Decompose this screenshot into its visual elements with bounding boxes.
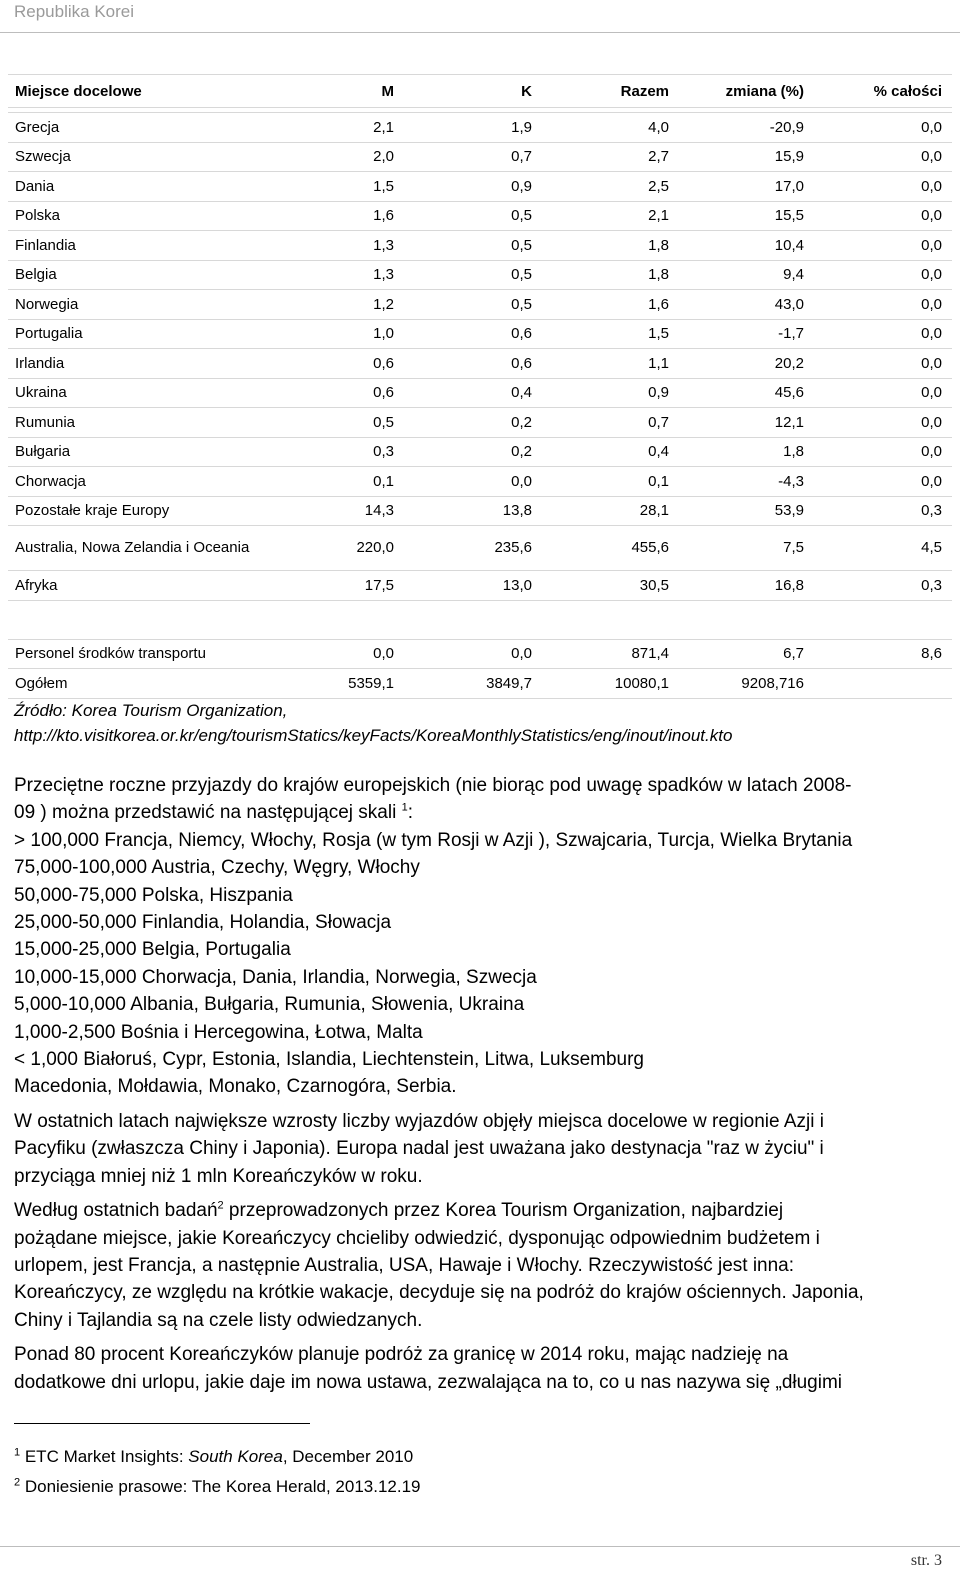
paragraph-4-line: dodatkowe dni urlopu, jakie daje im nowa ustawa, zezwalająca na to, co u nas nazywa się „długimi [14, 1371, 843, 1393]
cell-m: 0,0 [326, 639, 404, 669]
table-row [8, 142, 952, 172]
footnote-1-title: South Korea [188, 1447, 283, 1466]
scale-line: 75,000-100,000 Austria, Czechy, Węgry, Włochy [14, 857, 420, 879]
source-url: http://kto.visitkorea.or.kr/eng/tourismStatics/keyFacts/KoreaMonthlyStatistics/eng/inout/inout.kto [14, 726, 733, 745]
table-row [8, 526, 952, 571]
cell-change: -20,9 [679, 113, 814, 143]
cell-destination: Finlandia [8, 231, 326, 261]
cell-k: 0,4 [404, 378, 542, 408]
header-divider [0, 32, 960, 33]
cell-destination: Ukraina [8, 378, 326, 408]
cell-m: 5359,1 [326, 669, 404, 699]
cell-total: 1,1 [542, 349, 679, 379]
column-header-total: Razem [542, 75, 679, 108]
cell-change: 17,0 [679, 172, 814, 202]
page-header-title: Republika Korei [14, 2, 135, 21]
cell-destination: Portugalia [8, 319, 326, 349]
cell-change: 9,4 [679, 260, 814, 290]
table-row [8, 437, 952, 467]
cell-m: 14,3 [326, 496, 404, 526]
cell-change: 1,8 [679, 437, 814, 467]
paragraph-3-line: Chiny i Tajlandia są na czele listy odwiedzanych. [14, 1309, 423, 1331]
cell-change: 43,0 [679, 290, 814, 320]
cell-total: 2,1 [542, 201, 679, 231]
column-header-m: M [326, 75, 404, 108]
cell-m: 1,0 [326, 319, 404, 349]
cell-destination: Ogółem [8, 669, 326, 699]
cell-m: 1,6 [326, 201, 404, 231]
arrivals-scale-list [14, 827, 944, 1101]
cell-change: 45,6 [679, 378, 814, 408]
cell-destination: Szwecja [8, 142, 326, 172]
cell-destination: Irlandia [8, 349, 326, 379]
cell-m: 1,3 [326, 231, 404, 261]
cell-k: 0,0 [404, 467, 542, 497]
paragraph-3-text-a: Według ostatnich badań [14, 1200, 218, 1222]
table-row [8, 172, 952, 202]
cell-total: 0,1 [542, 467, 679, 497]
table-row [8, 113, 952, 143]
cell-m: 0,6 [326, 349, 404, 379]
table-body [8, 108, 952, 699]
cell-m: 0,1 [326, 467, 404, 497]
table-row [8, 496, 952, 526]
table-row [8, 467, 952, 497]
cell-total: 0,9 [542, 378, 679, 408]
cell-share: 0,0 [814, 290, 952, 320]
paragraph-2-line: W ostatnich latach największe wzrosty liczby wyjazdów objęły miejsca docelowe w regionie Azji i [14, 1110, 824, 1132]
cell-m: 17,5 [326, 571, 404, 601]
column-header-share: % całości [814, 75, 952, 108]
cell-total: 1,6 [542, 290, 679, 320]
cell-m: 220,0 [326, 526, 404, 571]
footnote-2-number: 2 [14, 1476, 21, 1489]
paragraph-3-line: urlopem, jest Francja, a następnie Australia, USA, Hawaje i Włochy. Rzeczywistość jest inna: [14, 1254, 795, 1276]
cell-k: 0,9 [404, 172, 542, 202]
cell-share: 0,0 [814, 467, 952, 497]
paragraph-3-rest [14, 1225, 944, 1335]
footnote-2-text: Doniesienie prasowe: The Korea Herald, 2013.12.19 [20, 1477, 421, 1496]
table-row [8, 349, 952, 379]
table-row [8, 201, 952, 231]
cell-destination: Afryka [8, 571, 326, 601]
table-row [8, 260, 952, 290]
cell-change: 16,8 [679, 571, 814, 601]
scale-line: < 1,000 Białoruś, Cypr, Estonia, Islandia, Liechtenstein, Litwa, Luksemburg [14, 1049, 644, 1071]
footnote-1 [14, 1442, 421, 1472]
body-text [14, 772, 944, 1396]
table-row [8, 378, 952, 408]
table-row [8, 408, 952, 438]
cell-share: 0,0 [814, 260, 952, 290]
cell-total: 1,5 [542, 319, 679, 349]
footnote-ref-1: 1 [401, 802, 408, 815]
cell-change: 12,1 [679, 408, 814, 438]
cell-m: 2,1 [326, 113, 404, 143]
table-row [8, 231, 952, 261]
cell-destination: Chorwacja [8, 467, 326, 497]
column-header-k: K [404, 75, 542, 108]
cell-share [814, 669, 952, 699]
cell-change: 15,5 [679, 201, 814, 231]
footer-divider [0, 1546, 960, 1547]
paragraph-1-line-2 [14, 799, 944, 826]
cell-total: 2,5 [542, 172, 679, 202]
table-row [8, 319, 952, 349]
cell-share: 0,0 [814, 378, 952, 408]
scale-line: 15,000-25,000 Belgia, Portugalia [14, 939, 291, 961]
cell-total: 871,4 [542, 639, 679, 669]
footnote-1-text-a: ETC Market Insights: [20, 1447, 189, 1466]
cell-k: 0,7 [404, 142, 542, 172]
cell-share: 4,5 [814, 526, 952, 571]
cell-change: 53,9 [679, 496, 814, 526]
cell-destination: Belgia [8, 260, 326, 290]
cell-share: 0,0 [814, 113, 952, 143]
scale-line: Macedonia, Mołdawia, Monako, Czarnogóra, Serbia. [14, 1076, 457, 1098]
cell-m: 0,6 [326, 378, 404, 408]
cell-k: 0,0 [404, 639, 542, 669]
cell-destination: Dania [8, 172, 326, 202]
cell-change: 9208,716 [679, 669, 814, 699]
cell-destination: Personel środków transportu [8, 639, 326, 669]
footnote-ref-2: 2 [217, 1199, 224, 1212]
cell-change: 10,4 [679, 231, 814, 261]
cell-k: 3849,7 [404, 669, 542, 699]
cell-destination: Polska [8, 201, 326, 231]
cell-m: 1,3 [326, 260, 404, 290]
destinations-table [8, 74, 952, 699]
paragraph-2-line: Pacyfiku (zwłaszcza Chiny i Japonia). Europa nadal jest uważana jako destynacja "raz w życiu" i [14, 1138, 824, 1160]
cell-share: 0,0 [814, 172, 952, 202]
cell-share: 0,0 [814, 319, 952, 349]
scale-line: 25,000-50,000 Finlandia, Holandia, Słowacja [14, 912, 392, 934]
table-row [8, 571, 952, 601]
cell-share: 0,3 [814, 571, 952, 601]
scale-line: 1,000-2,500 Bośnia i Hercegowina, Łotwa, Malta [14, 1021, 423, 1043]
scale-line: 10,000-15,000 Chorwacja, Dania, Irlandia, Norwegia, Szwecja [14, 966, 537, 988]
cell-total: 2,7 [542, 142, 679, 172]
cell-share: 8,6 [814, 639, 952, 669]
paragraph-2-line: przyciąga mniej niż 1 mln Koreańczyków w roku. [14, 1165, 423, 1187]
cell-k: 0,5 [404, 201, 542, 231]
cell-total: 30,5 [542, 571, 679, 601]
cell-change: 15,9 [679, 142, 814, 172]
cell-total: 4,0 [542, 113, 679, 143]
source-line-1: Źródło: Korea Tourism Organization, [14, 701, 288, 720]
paragraph-4-line: Ponad 80 procent Koreańczyków planuje podróż za granicę w 2014 roku, mając nadzieję na [14, 1344, 789, 1366]
paragraph-1-colon: : [407, 802, 413, 824]
scale-line: 5,000-10,000 Albania, Bułgaria, Rumunia, Słowenia, Ukraina [14, 994, 525, 1016]
cell-share: 0,0 [814, 408, 952, 438]
table-row [8, 290, 952, 320]
cell-total: 0,4 [542, 437, 679, 467]
cell-total: 10080,1 [542, 669, 679, 699]
cell-change: -4,3 [679, 467, 814, 497]
paragraph-2 [14, 1108, 944, 1190]
cell-k: 0,6 [404, 319, 542, 349]
cell-k: 13,8 [404, 496, 542, 526]
cell-share: 0,0 [814, 437, 952, 467]
cell-total: 1,8 [542, 231, 679, 261]
cell-m: 1,5 [326, 172, 404, 202]
cell-destination: Rumunia [8, 408, 326, 438]
cell-k: 0,5 [404, 290, 542, 320]
footnote-2 [14, 1472, 421, 1502]
cell-destination: Australia, Nowa Zelandia i Oceania [8, 526, 326, 571]
column-header-change: zmiana (%) [679, 75, 814, 108]
cell-share: 0,0 [814, 349, 952, 379]
paragraph-1-line-1: Przeciętne roczne przyjazdy do krajów europejskich (nie biorąc pod uwagę spadków w latach 2008- [14, 775, 852, 796]
cell-destination: Norwegia [8, 290, 326, 320]
cell-m: 1,2 [326, 290, 404, 320]
cell-destination: Pozostałe kraje Europy [8, 496, 326, 526]
cell-total: 1,8 [542, 260, 679, 290]
cell-k: 0,2 [404, 408, 542, 438]
table-row [8, 669, 952, 699]
column-header-destination: Miejsce docelowe [8, 75, 326, 108]
scale-line: > 100,000 Francja, Niemcy, Włochy, Rosja (w tym Rosji w Azji ), Szwajcaria, Turcja, Wielka Brytania [14, 829, 853, 851]
cell-share: 0,0 [814, 201, 952, 231]
cell-k: 0,5 [404, 231, 542, 261]
table-gap-cell [8, 600, 952, 639]
cell-total: 0,7 [542, 408, 679, 438]
paragraph-4 [14, 1341, 944, 1396]
cell-k: 0,5 [404, 260, 542, 290]
paragraph-1-text: 09 ) można przedstawić na następującej skali [14, 802, 402, 824]
cell-m: 0,3 [326, 437, 404, 467]
cell-m: 0,5 [326, 408, 404, 438]
footnote-1-number: 1 [14, 1446, 21, 1459]
cell-total: 455,6 [542, 526, 679, 571]
cell-change: -1,7 [679, 319, 814, 349]
source-note [14, 698, 732, 748]
cell-change: 7,5 [679, 526, 814, 571]
table-row [8, 639, 952, 669]
footnote-1-text-b: , December 2010 [282, 1447, 414, 1466]
cell-change: 20,2 [679, 349, 814, 379]
cell-share: 0,0 [814, 231, 952, 261]
cell-destination: Grecja [8, 113, 326, 143]
cell-total: 28,1 [542, 496, 679, 526]
cell-m: 2,0 [326, 142, 404, 172]
cell-destination: Bułgaria [8, 437, 326, 467]
footnote-divider [14, 1423, 310, 1424]
table-header-row [8, 75, 952, 108]
cell-share: 0,0 [814, 142, 952, 172]
paragraph-3-line-1 [14, 1197, 944, 1224]
cell-k: 235,6 [404, 526, 542, 571]
cell-k: 13,0 [404, 571, 542, 601]
cell-share: 0,3 [814, 496, 952, 526]
paragraph-3-line: pożądane miejsce, jakie Koreańczycy chcieliby odwiedzić, dysponując odpowiednim budżetem i [14, 1227, 820, 1249]
cell-k: 1,9 [404, 113, 542, 143]
footnotes [14, 1442, 421, 1502]
cell-change: 6,7 [679, 639, 814, 669]
paragraph-3-line: Koreańczycy, ze względu na krótkie wakacje, decyduje się na podróż do krajów ościennych. Japonia, [14, 1282, 864, 1304]
scale-line: 50,000-75,000 Polska, Hiszpania [14, 884, 293, 906]
cell-k: 0,6 [404, 349, 542, 379]
cell-k: 0,2 [404, 437, 542, 467]
table-gap-row [8, 600, 952, 639]
paragraph-3-text-b: przeprowadzonych przez Korea Tourism Organization, najbardziej [223, 1200, 784, 1222]
page-number: str. 3 [910, 1552, 942, 1569]
